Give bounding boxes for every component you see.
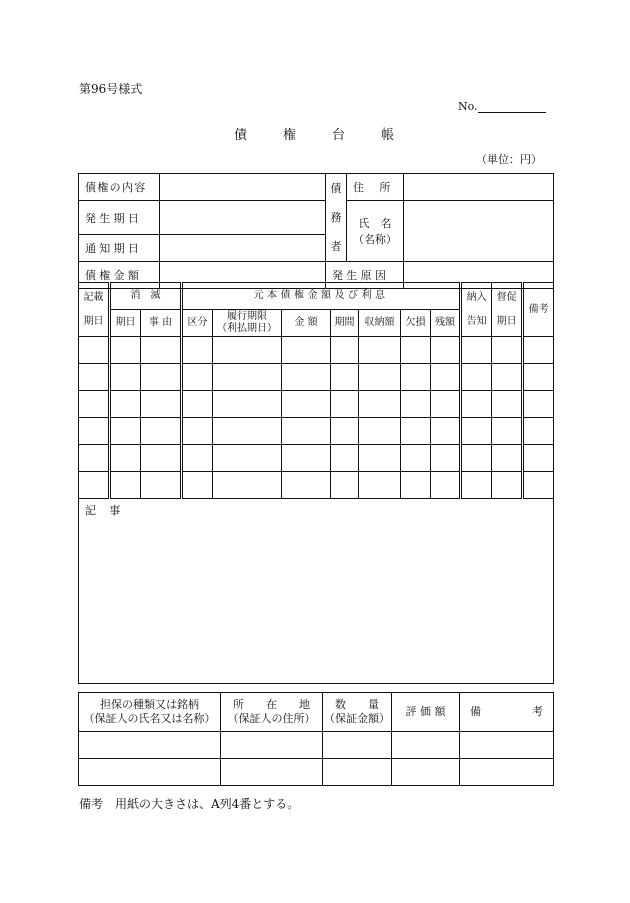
location-header (221, 693, 323, 732)
valuation-header: 評 価 額 (392, 693, 460, 732)
reminder-date-header (492, 283, 523, 337)
collateral-type-header (79, 693, 221, 732)
table-cell[interactable] (79, 418, 110, 445)
table-cell[interactable] (401, 445, 431, 472)
reminder-date-line1: 督促 (496, 291, 517, 303)
table-cell[interactable] (331, 364, 359, 391)
table-row (79, 472, 554, 499)
table-cell[interactable] (359, 418, 401, 445)
table-cell[interactable] (182, 337, 213, 364)
name-label-line2: （名称） (353, 233, 397, 246)
address-field[interactable] (404, 174, 554, 201)
record-date-header (79, 283, 110, 337)
table-cell[interactable] (359, 364, 401, 391)
extinction-header: 消 滅 (110, 283, 182, 310)
table-cell[interactable] (213, 445, 282, 472)
table-cell[interactable] (392, 759, 460, 786)
table-cell[interactable] (492, 445, 523, 472)
table-cell[interactable] (141, 337, 182, 364)
due-date-line1: 履行期限 (227, 311, 267, 322)
name-field[interactable] (404, 201, 554, 262)
claim-content-label: 債権の内容 (79, 174, 160, 201)
table-cell[interactable] (523, 391, 554, 418)
table-row (79, 391, 554, 418)
doc-number-label: No. (458, 100, 478, 113)
table-cell[interactable] (431, 472, 461, 499)
record-date-line1: 記載 (83, 291, 104, 303)
occurrence-cause-label: 発生原因 (326, 262, 404, 289)
debtor-label (326, 174, 347, 262)
title-char: 台 (331, 128, 345, 143)
table-row (79, 418, 554, 445)
payment-notice-line1: 納入 (466, 291, 487, 303)
table-cell[interactable] (523, 418, 554, 445)
table-cell[interactable] (282, 391, 331, 418)
table-cell[interactable] (79, 732, 221, 759)
ledger-table (78, 282, 554, 684)
table-cell[interactable] (460, 732, 554, 759)
table-cell[interactable] (141, 364, 182, 391)
table-cell[interactable] (141, 445, 182, 472)
table-cell[interactable] (359, 391, 401, 418)
table-cell[interactable] (431, 418, 461, 445)
quantity-line2: （保証金額） (324, 712, 390, 725)
table-cell[interactable] (323, 759, 392, 786)
debtor-char: 者 (330, 240, 342, 253)
table-cell[interactable] (359, 445, 401, 472)
table-cell[interactable] (282, 472, 331, 499)
table-cell[interactable] (461, 364, 492, 391)
table-cell[interactable] (331, 391, 359, 418)
table-cell[interactable] (460, 759, 554, 786)
debtor-char: 債 (330, 182, 342, 195)
due-date-header (213, 310, 282, 337)
table-cell[interactable] (110, 445, 141, 472)
name-label-line1: 氏 名 (358, 217, 392, 230)
table-cell[interactable] (141, 418, 182, 445)
payment-notice-line2: 告知 (466, 315, 487, 327)
table-cell[interactable] (182, 445, 213, 472)
table-cell[interactable] (523, 337, 554, 364)
table-cell[interactable] (461, 337, 492, 364)
form-number: 第96号様式 (79, 82, 143, 96)
table-cell[interactable] (141, 391, 182, 418)
category-header: 区分 (182, 310, 213, 337)
doc-number-field[interactable] (478, 112, 546, 113)
period-header: 期間 (331, 310, 359, 337)
table-cell[interactable] (79, 759, 221, 786)
title-char: 帳 (380, 128, 394, 143)
collateral-type-line1: 担保の種類又は銘柄 (100, 698, 199, 711)
table-cell[interactable] (79, 445, 110, 472)
location-line1: 所 在 地 (233, 698, 310, 711)
table-cell[interactable] (141, 472, 182, 499)
table-cell[interactable] (461, 391, 492, 418)
table-cell[interactable] (79, 364, 110, 391)
claim-info-table (78, 173, 554, 289)
name-label (347, 201, 404, 262)
table-cell[interactable] (213, 472, 282, 499)
collateral-type-line2: （保証人の氏名又は名称） (83, 712, 216, 725)
notice-date-field[interactable] (160, 235, 326, 262)
collateral-remarks-header (460, 693, 554, 732)
table-row (79, 759, 554, 786)
remarks-left-char: 備 (470, 705, 481, 718)
table-cell[interactable] (182, 364, 213, 391)
extinction-reason-header: 事 由 (141, 310, 182, 337)
table-row (79, 732, 554, 759)
collected-header: 収納額 (359, 310, 401, 337)
table-cell[interactable] (79, 472, 110, 499)
amount-header: 金 額 (282, 310, 331, 337)
table-cell[interactable] (359, 337, 401, 364)
table-cell[interactable] (431, 391, 461, 418)
table-cell[interactable] (182, 391, 213, 418)
table-cell[interactable] (213, 337, 282, 364)
table-cell[interactable] (282, 337, 331, 364)
table-cell[interactable] (221, 759, 323, 786)
table-cell[interactable] (401, 391, 431, 418)
table-cell[interactable] (331, 472, 359, 499)
table-cell[interactable] (79, 337, 110, 364)
table-cell[interactable] (401, 337, 431, 364)
notes-area[interactable] (79, 499, 554, 684)
table-cell[interactable] (461, 445, 492, 472)
occurrence-date-label: 発生期日 (79, 201, 160, 235)
claim-content-field[interactable] (160, 174, 326, 201)
table-cell[interactable] (110, 418, 141, 445)
remarks-right-char: 考 (532, 705, 543, 718)
table-cell[interactable] (523, 472, 554, 499)
payment-notice-header (461, 283, 492, 337)
address-label: 住 所 (347, 174, 404, 201)
record-date-line2: 期日 (83, 315, 104, 327)
table-cell[interactable] (110, 472, 141, 499)
table-cell[interactable] (110, 337, 141, 364)
footer-note: 備考 用紙の大きさは、A列4番とする。 (79, 797, 300, 811)
collateral-table (78, 692, 554, 786)
location-line2: （保証人の住所） (227, 712, 316, 725)
page-title (234, 124, 394, 143)
table-cell[interactable] (523, 445, 554, 472)
table-cell[interactable] (331, 418, 359, 445)
debtor-char: 務 (330, 211, 342, 224)
remarks-header: 備考 (523, 283, 554, 337)
reminder-date-line2: 期日 (496, 315, 517, 327)
table-cell[interactable] (401, 418, 431, 445)
table-row (79, 445, 554, 472)
table-cell[interactable] (461, 418, 492, 445)
claim-amount-label: 債権金額 (79, 262, 160, 289)
table-cell[interactable] (182, 418, 213, 445)
table-cell[interactable] (461, 472, 492, 499)
table-cell[interactable] (492, 337, 523, 364)
table-cell[interactable] (282, 445, 331, 472)
table-cell[interactable] (331, 445, 359, 472)
loss-header: 欠損 (401, 310, 431, 337)
quantity-header (323, 693, 392, 732)
balance-header: 残額 (431, 310, 461, 337)
extinction-date-header: 期日 (110, 310, 141, 337)
table-row (79, 337, 554, 364)
title-char: 権 (282, 128, 296, 143)
table-cell[interactable] (431, 337, 461, 364)
unit-label: （単位：円） (476, 153, 542, 166)
table-cell[interactable] (282, 418, 331, 445)
due-date-line2: （利払期日） (217, 323, 277, 334)
table-cell[interactable] (492, 472, 523, 499)
occurrence-date-field[interactable] (160, 201, 326, 235)
table-cell[interactable] (431, 445, 461, 472)
notice-date-label: 通知期日 (79, 235, 160, 262)
principal-interest-header: 元本債権金額及び利息 (182, 283, 461, 310)
table-cell[interactable] (213, 418, 282, 445)
table-cell[interactable] (213, 391, 282, 418)
table-cell[interactable] (282, 364, 331, 391)
table-cell[interactable] (110, 364, 141, 391)
title-char: 債 (234, 128, 248, 143)
table-row (79, 364, 554, 391)
table-cell[interactable] (331, 337, 359, 364)
table-cell[interactable] (110, 391, 141, 418)
table-cell[interactable] (523, 364, 554, 391)
table-cell[interactable] (492, 418, 523, 445)
table-cell[interactable] (431, 364, 461, 391)
table-cell[interactable] (401, 472, 431, 499)
quantity-line1: 数 量 (335, 698, 379, 711)
table-cell[interactable] (323, 732, 392, 759)
table-cell[interactable] (492, 391, 523, 418)
table-cell[interactable] (182, 472, 213, 499)
table-cell[interactable] (401, 364, 431, 391)
notes-label: 記事 (85, 504, 134, 517)
table-cell[interactable] (492, 364, 523, 391)
table-cell[interactable] (79, 391, 110, 418)
table-cell[interactable] (221, 732, 323, 759)
table-cell[interactable] (359, 472, 401, 499)
table-cell[interactable] (392, 732, 460, 759)
table-cell[interactable] (213, 364, 282, 391)
